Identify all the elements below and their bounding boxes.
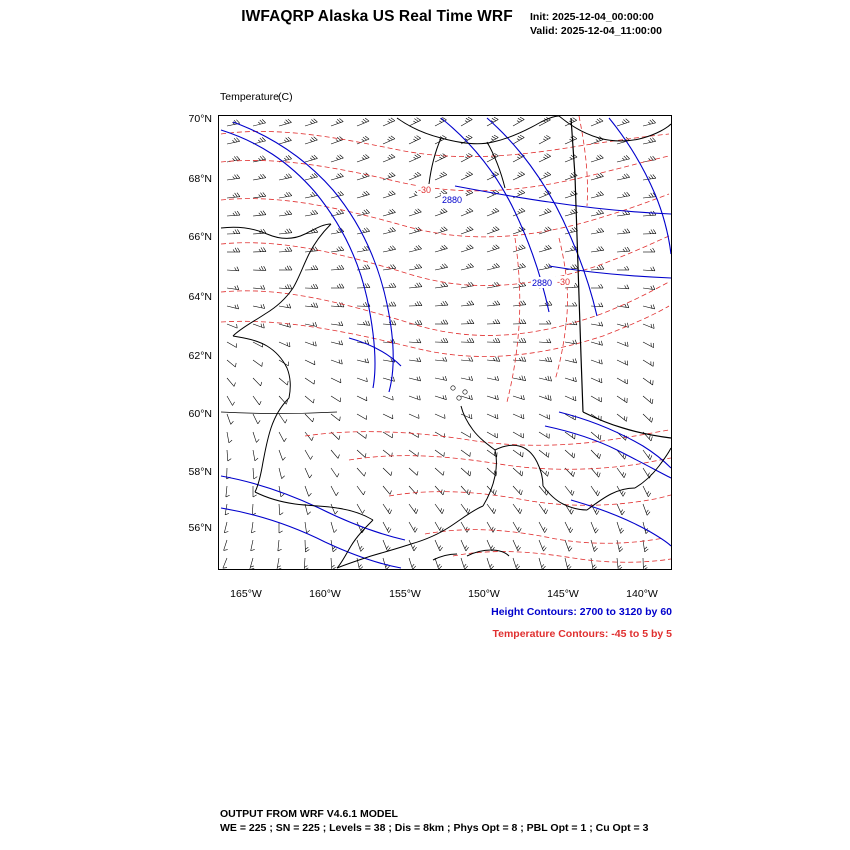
height-contours: [221, 118, 671, 568]
temperature-contour-line: [555, 238, 571, 380]
page-title: [0, 8, 850, 26]
height-contour-line: [549, 202, 671, 214]
xtick-155w: 155°W: [389, 588, 421, 600]
coastline-inland-northwest: [429, 138, 441, 184]
weather-map[interactable]: [218, 115, 672, 570]
coastline-west-inland: [221, 412, 337, 414]
coastline-west: [233, 224, 331, 336]
model-output-info: [220, 808, 648, 835]
page-title-text: IWFAQRP Alaska US Real Time WRF: [241, 8, 513, 25]
temperature-contour-line: [507, 238, 520, 402]
map-canvas[interactable]: [219, 116, 671, 569]
ytick-66n: 66°N: [188, 231, 212, 243]
xtick-160w: 160°W: [309, 588, 341, 600]
units-name-temperature: Temperature: [220, 91, 279, 103]
coastline-kodiak-west: [433, 554, 457, 560]
valid-time-label: Valid: 2025-12-04_11:00:00: [530, 24, 662, 37]
ytick-60n: 60°N: [188, 408, 212, 420]
coastline-kodiak: [467, 550, 509, 556]
height-contour-line: [221, 476, 405, 540]
coastline-kenai-south: [543, 486, 587, 510]
coastline-inland-north: [487, 142, 505, 188]
model-run-times: [530, 11, 662, 38]
coastlines: [221, 116, 671, 568]
height-contour-label-1: 2880: [442, 195, 463, 205]
ytick-64n: 64°N: [188, 291, 212, 303]
xtick-140w: 140°W: [626, 588, 658, 600]
temperature-contour-line: [221, 282, 669, 335]
ytick-56n: 56°N: [188, 522, 212, 534]
height-contour-line: [221, 508, 401, 568]
coastline-southeast: [635, 448, 671, 488]
height-contour-line: [233, 122, 393, 392]
wind-barb-field: [223, 116, 656, 569]
xtick-165w: 165°W: [230, 588, 262, 600]
units-unit-temperature: (C): [278, 91, 293, 103]
temperature-contour-label-2: -30: [557, 277, 571, 287]
temperature-contour-line: [579, 116, 588, 206]
output-config-line: WE = 225 ; SN = 225 ; Levels = 38 ; Dis = 8km ; Phys Opt = 8 ; PBL Opt = 1 ; Cu Opt = 3: [220, 821, 649, 834]
units-row-temperature: [220, 90, 298, 104]
temperature-contour-label-1: -30: [418, 185, 432, 195]
height-contour-legend: Height Contours: 2700 to 3120 by 60: [491, 606, 672, 618]
height-contour-line: [221, 130, 375, 388]
border-canada-south: [583, 412, 671, 438]
coastline-ak-pen: [337, 520, 373, 568]
ytick-68n: 68°N: [188, 173, 212, 185]
coastline-north: [397, 116, 559, 144]
coastline-susitna: [461, 406, 495, 450]
coastline-ak-pen-south: [337, 544, 411, 568]
height-contour-label-2: 2880: [532, 278, 553, 288]
coastline-bristol-south: [255, 492, 373, 520]
temperature-contour-legend: Temperature Contours: -45 to 5 by 5: [492, 628, 672, 640]
ytick-70n: 70°N: [188, 113, 212, 125]
xtick-150w: 150°W: [468, 588, 500, 600]
temperature-contour-line: [221, 131, 669, 156]
coastline-bristol: [255, 398, 289, 492]
init-time-label: Init: 2025-12-04_00:00:00: [530, 11, 654, 23]
temperature-contour-line: [221, 236, 669, 286]
height-contour-line: [559, 412, 671, 468]
output-model-line: OUTPUT FROM WRF V4.6.1 MODEL: [220, 808, 398, 820]
coastline-kenai-west: [411, 506, 483, 544]
xtick-145w: 145°W: [547, 588, 579, 600]
temperature-contour-line: [349, 456, 671, 470]
coastline-cook-inlet-west: [483, 450, 497, 506]
coastline-cook-inlet-east: [495, 445, 543, 486]
ytick-58n: 58°N: [188, 466, 212, 478]
temperature-contour-line: [389, 492, 671, 506]
coastline-kusko: [233, 336, 290, 398]
temperature-contour-line: [453, 552, 671, 563]
contour-label-group: [417, 184, 574, 288]
ytick-62n: 62°N: [188, 350, 212, 362]
